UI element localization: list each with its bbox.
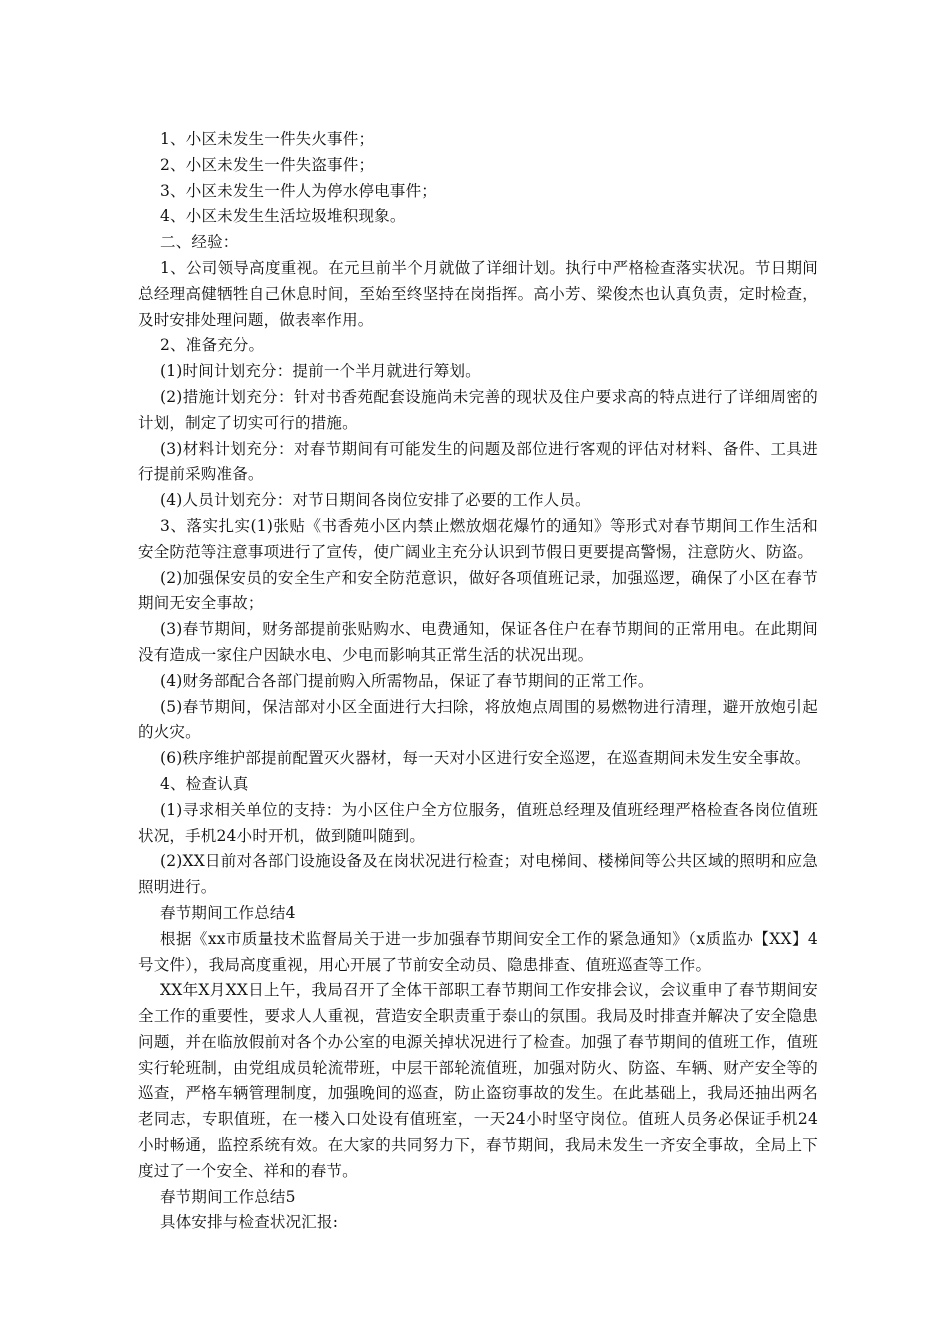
section-heading: 春节期间工作总结4: [160, 903, 296, 922]
paragraph: (2)XX日前对各部门设施设备及在岗状况进行检查；对电梯间、楼梯间等公共区域的照明和应急照明进行。: [138, 852, 818, 897]
document-body: [138, 127, 818, 1236]
paragraph: (4)人员计划充分：对节日期间各岗位安排了必要的工作人员。: [160, 491, 591, 510]
paragraph: (6)秩序维护部提前配置灭火器材，每一天对小区进行安全巡逻，在巡查期间未发生安全事故。: [160, 749, 811, 768]
paragraph: 3、落实扎实(1)张贴《书香苑小区内禁止燃放烟花爆竹的通知》等形式对春节期间工作生活和安全防范等注意事项进行了宣传，使广阔业主充分认识到节假日更要提高警惕，注意防火、防盗。: [138, 516, 818, 561]
paragraph: 1、小区未发生一件失火事件；: [160, 130, 375, 148]
paragraph: (2)加强保安员的安全生产和安全防范意识，做好各项值班记录，加强巡逻，确保了小区在春节期间无安全事故；: [138, 568, 818, 613]
paragraph: 根据《xx市质量技术监督局关于进一步加强春节期间安全工作的紧急通知》（x质监办【XX】4号文件），我局高度重视，用心开展了节前安全动员、隐患排查、值班巡查等工作。: [138, 929, 818, 974]
paragraph: 2、准备充分。: [160, 336, 265, 355]
paragraph: (3)材料计划充分：对春节期间有可能发生的问题及部位进行客观的评估对材料、备件、工具进行提前采购准备。: [138, 439, 818, 484]
paragraph: 具体安排与检查状况汇报:: [160, 1213, 339, 1232]
paragraph: 4、小区未发生生活垃圾堆积现象。: [160, 207, 406, 226]
paragraph: (5)春节期间，保洁部对小区全面进行大扫除，将放炮点周围的易燃物进行清理，避开放炮引起的火灾。: [138, 697, 818, 742]
paragraph: (3)春节期间，财务部提前张贴购水、电费通知，保证各住户在春节期间的正常用电。在此期间没有造成一家住户因缺水电、少电而影响其正常生活的状况出现。: [138, 620, 818, 664]
paragraph: 2、小区未发生一件失盗事件；: [160, 155, 375, 174]
paragraph: 3、小区未发生一件人为停水停电事件；: [160, 181, 437, 200]
paragraph: (2)措施计划充分：针对书香苑配套设施尚未完善的现状及住户要求高的特点进行了详细周密的计划，制定了切实可行的措施。: [138, 387, 818, 432]
paragraph: 1、公司领导高度重视。在元旦前半个月就做了详细计划。执行中严格检查落实状况。节日期间总经理高健牺牲自己休息时间，至始至终坚持在岗指挥。高小芳、梁俊杰也认真负责，定时检查，及时安排处理问题，做表率作用。: [138, 258, 818, 329]
paragraph: XX年X月XX日上午，我局召开了全体干部职工春节期间工作安排会议，会议重申了春节期间安全工作的重要性，要求人人重视，营造安全职责重于泰山的氛围。我局及时排查并解决了安全隐患问题，并在临放假前对各个办公室的电源关掉状况进行了检查。加强了春节期间的值班工作，值班实行轮班制，由党组成员轮流带班，中层干部轮流值班，加强对防火、防盗、车辆、财产安全等的巡查，严格车辆管理制度，加强晚间的巡查，防止盗窃事故的发生。在此基础上，我局还抽出两名老同志，专职值班，在一楼入口处设有值班室，一天24小时坚守岗位。值班人员务必保证手机24小时畅通，监控系统有效。在大家的共同努力下，春节期间，我局未发生一齐安全事故，全局上下度过了一个安全、祥和的春节。: [138, 981, 818, 1180]
section-heading: 春节期间工作总结5: [160, 1187, 296, 1206]
paragraph: 4、检查认真: [160, 774, 249, 793]
paragraph: (1)寻求相关单位的支持：为小区住户全方位服务，值班总经理及值班经理严格检查各岗位值班状况，手机24小时开机，做到随叫随到。: [138, 800, 818, 845]
paragraph: 二、经验：: [160, 233, 239, 252]
paragraph: (1)时间计划充分：提前一个半月就进行筹划。: [160, 362, 481, 381]
paragraph: (4)财务部配合各部门提前购入所需物品，保证了春节期间的正常工作。: [160, 671, 654, 690]
